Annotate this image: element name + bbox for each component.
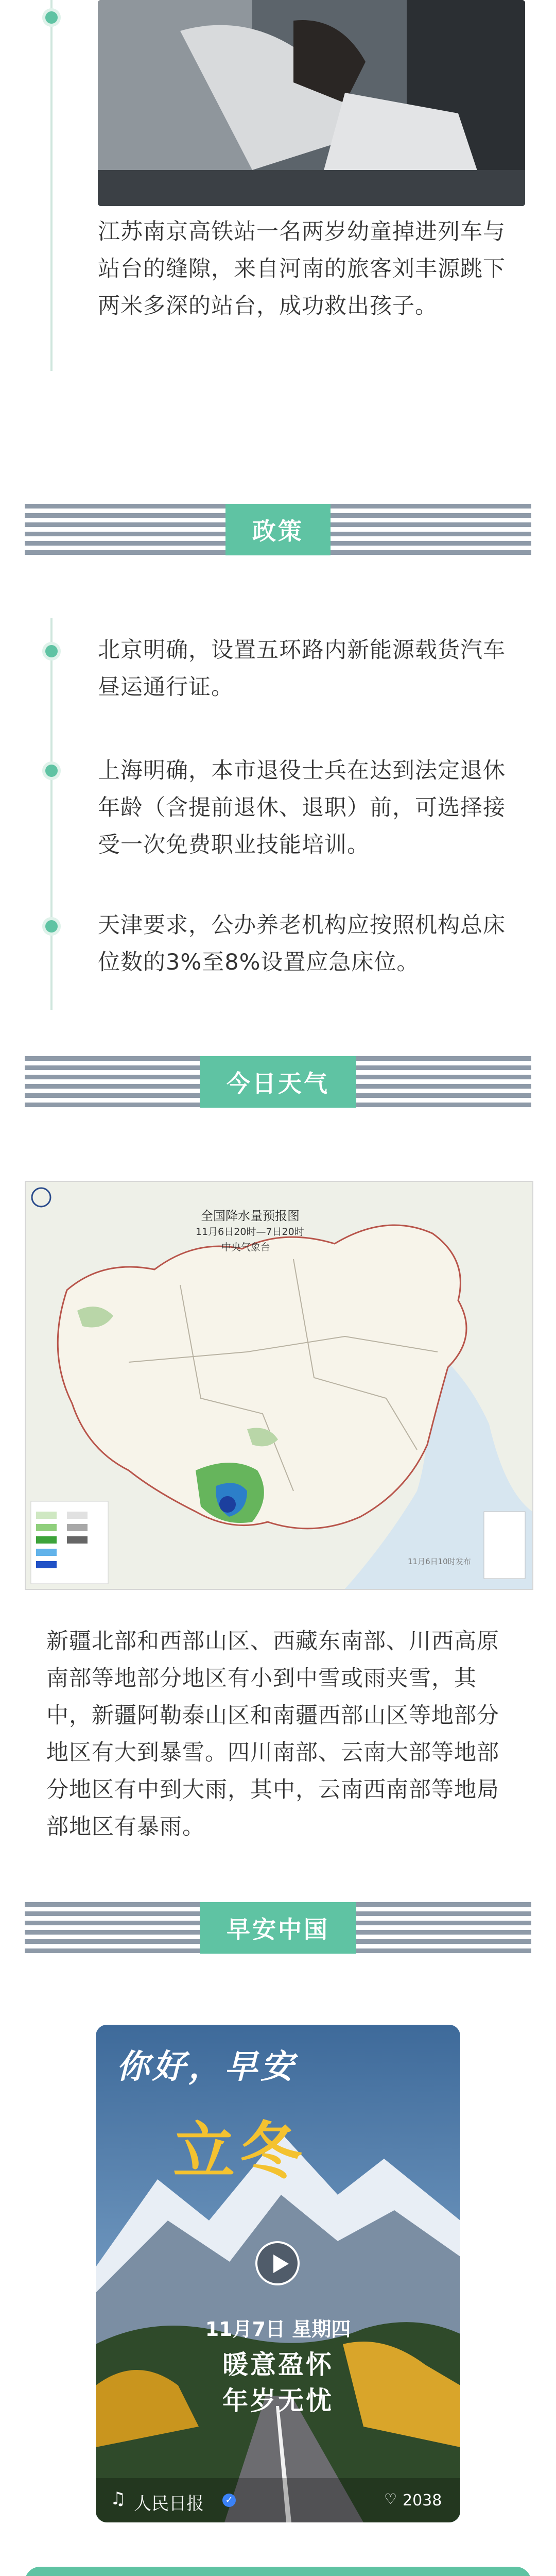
morning-video-card[interactable]: [96, 2025, 460, 2522]
section-title-morning: 早安中国: [200, 1902, 356, 1954]
map-issuer: 中央气象台: [221, 1242, 271, 1253]
video-source: 人民日报: [134, 2494, 204, 2514]
play-icon: [273, 2255, 289, 2273]
section-header-weather: [25, 1056, 531, 1108]
timeline-dot: [42, 761, 61, 780]
map-drawing: [26, 1182, 532, 1589]
video-line-2: 年岁无忧: [222, 2386, 334, 2416]
timeline-line-top: [50, 0, 53, 371]
video-overlay-title: 你好，早安: [116, 2047, 297, 2086]
section-header-policy: [25, 504, 531, 555]
timeline-line-policy: [50, 618, 53, 1010]
news-photo-image: [98, 0, 525, 206]
news-item-text: 江苏南京高铁站一名两岁幼童掉进列车与站台的缝隙，来自河南的旅客刘丰源跳下两米多深的站台，成功救出孩子。: [98, 219, 506, 319]
map-title: 全国降水量预报图: [201, 1209, 300, 1223]
video-date: 11月7日 星期四: [205, 2318, 351, 2341]
policy-item-2: 上海明确，本市退役士兵在达到法定退休年龄（含提前退休、退职）前，可选择接受一次免费职业技能培训。: [98, 758, 506, 858]
douyin-icon: ♫: [110, 2488, 126, 2509]
precipitation-forecast-map[interactable]: [25, 1181, 533, 1590]
solar-term-title: 立冬: [173, 2115, 307, 2188]
verified-icon: ✓: [222, 2494, 236, 2507]
policy-item-3: 天津要求，公办养老机构应按照机构总床位数的3%至8%设置应急床位。: [98, 912, 506, 975]
video-line-1: 暖意盈怀: [222, 2350, 334, 2380]
timeline-dot: [42, 917, 61, 936]
map-subtitle: 11月6日20时—7日20时: [196, 1226, 304, 1238]
section-title-policy: 政策: [225, 504, 331, 555]
weather-description: 新疆北部和西部山区、西藏东南部、川西高原南部等地部分地区有小到中雪或雨夹雪，其中，新疆阿勒泰山区和南疆西部山区等地部分地区有大到暴雪。四川南部、云南大部等地部分地区有中到大雨，其中，云南西南部等地局部地区有暴雨。: [46, 1629, 499, 1840]
like-icon: ♡: [384, 2490, 397, 2507]
play-button[interactable]: [255, 2241, 300, 2285]
timeline-dot: [42, 8, 61, 27]
timeline-dot: [42, 642, 61, 660]
news-photo[interactable]: [98, 0, 525, 206]
policy-item-1: 北京明确，设置五环路内新能源载货汽车昼运通行证。: [98, 637, 506, 700]
section-header-morning: [25, 1902, 531, 1954]
section-title-weather: 今日天气: [200, 1056, 356, 1108]
map-stamp: 11月6日10时发布: [408, 1557, 471, 1566]
morning-quote-card: [25, 2567, 531, 2576]
like-count: 2038: [403, 2492, 442, 2510]
